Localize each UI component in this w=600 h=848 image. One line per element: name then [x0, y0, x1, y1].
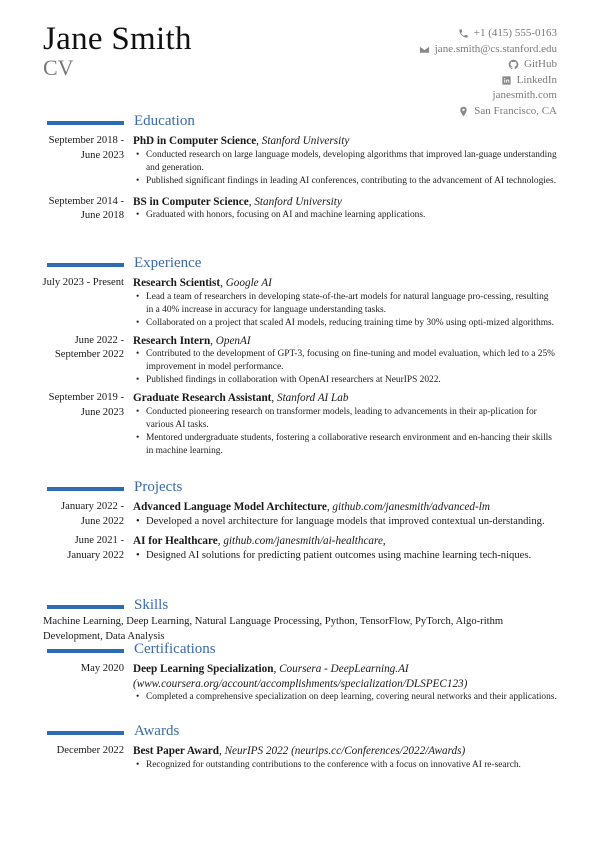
phone-text: +1 (415) 555-0163	[473, 27, 557, 39]
entry-date: June 2022 - September 2022	[54, 334, 124, 360]
awards-section	[0, 721, 600, 772]
role: Graduate Research Assistant	[133, 392, 272, 404]
entry-date: May 2020	[80, 663, 124, 674]
award-source[interactable]: NeurIPS 2022 (neurips.cc/Conferences/2022/Awards)	[224, 745, 466, 757]
degree: BS in Computer Science	[133, 195, 249, 208]
entry-date: July 2023 - Present	[42, 277, 124, 288]
project-name: Advanced Language Model Architecture	[133, 501, 327, 513]
role: Research Scientist	[133, 277, 221, 289]
degree: PhD in Computer Science	[133, 135, 257, 147]
project-link[interactable]: github.com/janesmith/ai-healthcare	[223, 535, 383, 547]
projects-heading: Projects	[134, 479, 183, 495]
website-text: janesmith.com	[492, 89, 557, 101]
award-entry: December 2022 Best Paper Award, NeurIPS 2022 (neurips.cc/Conferences/2022/Awards) • Recognized for outstanding contributions to the conference with a focus on innovative AI re-search.	[0, 744, 600, 772]
experience-entry: September 2019 - June 2023 Graduate Research Assistant, Stanford AI Lab • Conducted pioneering research on transformer models, leading to advancements in their ap-plication for various AI tasks. • Mentored undergraduate students, fostering a collaborative research environment and en-hancing their skills in machine learning.	[0, 391, 600, 458]
bullet: • Mentored undergraduate students, fostering a collaborative research environment and en-hancing their skills in machine learning.	[133, 432, 557, 458]
project-entry: January 2022 - June 2022 Advanced Language Model Architecture, github.com/janesmith/advanced-lm • Developed a novel architecture for language models that improved contextual un-derstanding.	[0, 500, 600, 529]
entry-date: June 2021 - January 2022	[67, 535, 124, 561]
experience-entry: June 2022 - September 2022 Research Intern, OpenAI • Contributed to the development of GPT-3, focusing on fine-tuning and model evaluation, which led to a 25% improvement in model performance. • Published findings in collaboration with OpenAI researchers at NeurIPS 2022.	[0, 334, 600, 388]
certification-name: Deep Learning Specialization	[133, 663, 274, 675]
github-text: GitHub	[524, 58, 557, 70]
bullet: • Conducted research on large language models, developing algorithms that improved lan-guage understanding and generation.	[133, 149, 557, 175]
awards-heading: Awards	[134, 723, 180, 739]
experience-heading: Experience	[134, 255, 202, 271]
linkedin-text: LinkedIn	[516, 73, 557, 86]
role: Research Intern	[133, 334, 211, 347]
project-entry: June 2021 - January 2022 AI for Healthcare, github.com/janesmith/ai-healthcare, • Designed AI solutions for predicting patient outcomes using machine learning tech-niques.	[0, 534, 600, 563]
institution: Stanford University	[254, 195, 342, 208]
contact-email[interactable]	[419, 42, 557, 58]
projects-section	[0, 477, 600, 563]
envelope-icon	[419, 44, 430, 55]
award-name: Best Paper Award	[133, 745, 219, 757]
bullet: • Graduated with honors, focusing on AI and machine learning applications.	[133, 209, 557, 222]
bullet: • Conducted pioneering research on transformer models, leading to advancements in their ap-plication for various AI tasks.	[133, 406, 557, 432]
bullet: • Recognized for outstanding contributions to the conference with a focus on innovative AI re-search.	[133, 759, 557, 772]
project-name: AI for Healthcare	[133, 535, 218, 547]
organization: OpenAI	[215, 334, 251, 347]
location-text: San Francisco, CA	[474, 104, 557, 117]
section-accent-bar	[47, 605, 124, 609]
education-heading: Education	[134, 113, 195, 129]
entry-date: September 2018 - June 2023	[48, 135, 124, 161]
certification-issuer[interactable]: Coursera - DeepLearning.AI (www.coursera.org/account/accomplishments/specialization/DLSPEC123)	[133, 663, 468, 690]
phone-icon	[458, 28, 469, 39]
skills-heading: Skills	[134, 597, 169, 613]
bullet: • Developed a novel architecture for language models that improved contextual un-derstanding.	[133, 515, 557, 530]
section-accent-bar	[47, 487, 124, 491]
section-accent-bar	[47, 649, 124, 653]
entry-date: December 2022	[56, 745, 124, 756]
certifications-section	[0, 639, 600, 704]
cv-subtitle: CV	[43, 55, 74, 80]
contact-linkedin[interactable]	[419, 73, 557, 89]
education-entry: September 2018 - June 2023 PhD in Computer Science, Stanford University • Conducted research on large language models, developing algorithms that improved lan-guage understanding and generation. • Published significant findings in leading AI conferences, contributing to the advancement of AI technologies.	[0, 134, 600, 188]
section-accent-bar	[47, 263, 124, 267]
section-accent-bar	[47, 121, 124, 125]
skills-list: Machine Learning, Deep Learning, Natural Language Processing, Python, TensorFlow, PyTorch, Algo-rithm Development, Data Analysis	[43, 616, 504, 642]
contact-github[interactable]	[419, 57, 557, 73]
organization: Stanford AI Lab	[276, 392, 349, 404]
contact-website[interactable]	[419, 88, 557, 104]
contact-phone[interactable]	[419, 26, 557, 42]
organization: Google AI	[225, 277, 272, 289]
cv-name: Jane Smith	[43, 21, 192, 57]
education-entry: September 2014 - June 2018 BS in Computer Science, Stanford University • Graduated with honors, focusing on AI and machine learning applications.	[0, 195, 600, 224]
institution: Stanford University	[261, 135, 350, 147]
bullet: • Contributed to the development of GPT-3, focusing on fine-tuning and model evaluation, which led to a 25% improvement in model performance.	[133, 348, 557, 374]
skills-section	[0, 595, 600, 644]
contact-block	[419, 26, 557, 119]
github-icon	[508, 59, 519, 70]
experience-entry: July 2023 - Present Research Scientist, Google AI • Lead a team of researchers in developing state-of-the-art models for natural language pro-cessing, resulting in a 40% increase in accuracy for language understanding tasks. • Collaborated on a project that scaled AI models, reducing training time by 30% using opti-mized algorithms.	[0, 276, 600, 330]
certifications-heading: Certifications	[134, 641, 216, 657]
entry-date: September 2019 - June 2023	[48, 392, 124, 418]
certification-entry: May 2020 Deep Learning Specialization, Coursera - DeepLearning.AI (www.coursera.org/account/accomplishments/specialization/DLSPEC123) • Completed a comprehensive specialization on deep learning, covering neural networks and their applications.	[0, 662, 600, 704]
experience-section	[0, 253, 600, 458]
section-accent-bar	[47, 731, 124, 735]
bullet: • Completed a comprehensive specialization on deep learning, covering neural networks and their applications.	[133, 691, 557, 704]
email-text: jane.smith@cs.stanford.edu	[434, 42, 557, 55]
entry-date: January 2022 - June 2022	[61, 501, 124, 527]
bullet: • Published findings in collaboration with OpenAI researchers at NeurIPS 2022.	[133, 374, 557, 387]
entry-date: September 2014 - June 2018	[48, 195, 124, 221]
bullet: • Lead a team of researchers in developing state-of-the-art models for natural language pro-cessing, resulting in a 40% increase in accuracy for language understanding tasks.	[133, 291, 557, 317]
linkedin-icon	[501, 75, 512, 86]
education-section	[0, 111, 600, 224]
bullet: • Published significant findings in leading AI conferences, contributing to the advancement of AI technologies.	[133, 175, 557, 188]
bullet: • Collaborated on a project that scaled AI models, reducing training time by 30% using opti-mized algorithms.	[133, 317, 557, 330]
project-link[interactable]: github.com/janesmith/advanced-lm	[332, 501, 490, 513]
bullet: • Designed AI solutions for predicting patient outcomes using machine learning tech-niques.	[133, 549, 557, 564]
